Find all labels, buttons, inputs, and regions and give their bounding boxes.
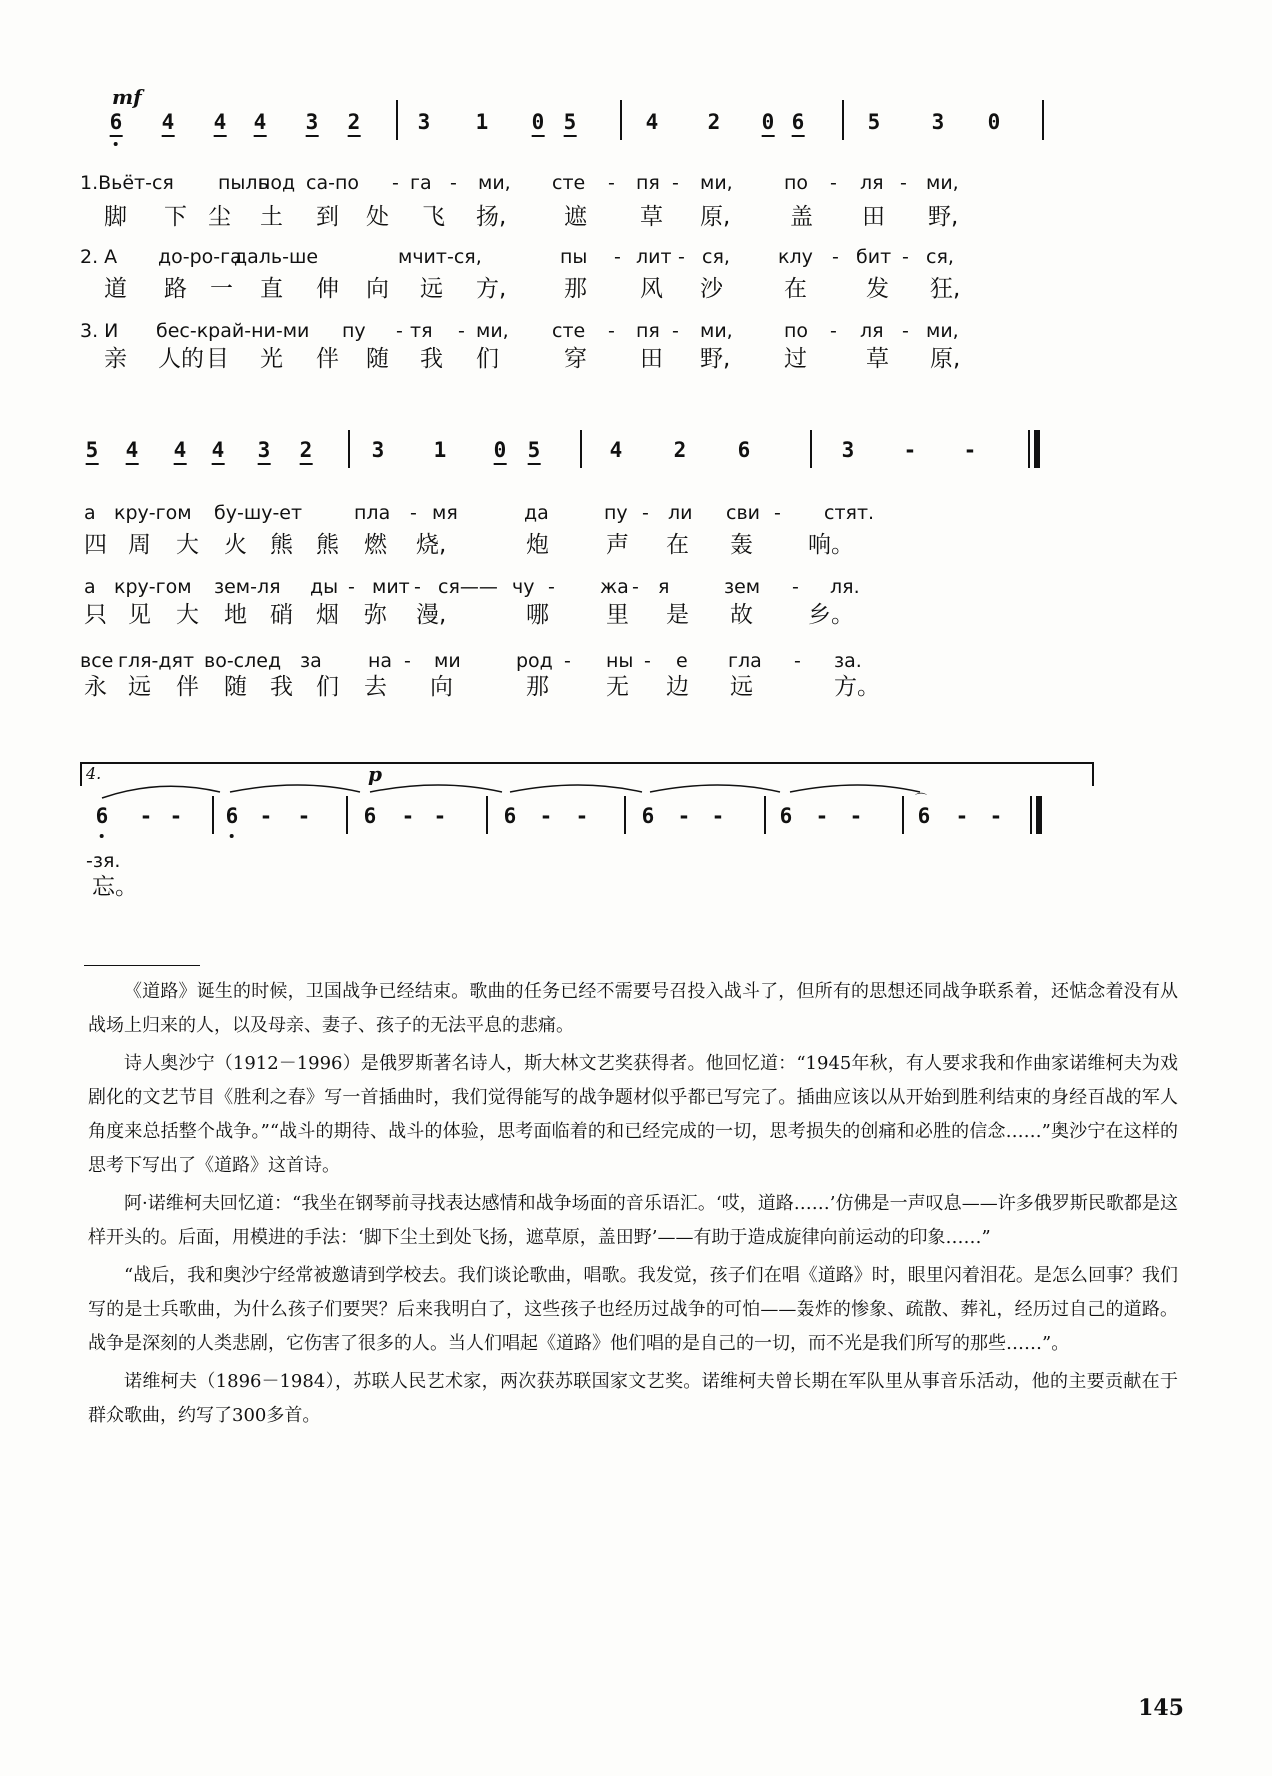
note: 3: [417, 110, 431, 134]
lyric-syllable: 在: [784, 276, 807, 302]
paragraph: “战后，我和奥沙宁经常被邀请到学校去。我们谈论歌曲，唱歌。我发觉，孩子们在唱《道路》时，眼里闪着泪花。是怎么回事？我们写的是士兵歌曲，为什么孩子们要哭？后来我明白了，这些孩子也经历过战争的可怕——轰炸的惨象、疏散、葬礼，经历过自己的道路。战争是深刻的人类悲剧，它伤害了很多的人。当人们唱起《道路》他们唱的是自己的一切，而不光是我们所写的那些……”。: [88, 1265, 1178, 1354]
lyric-syllable: под: [258, 172, 296, 194]
lyric-syllable: 扬,: [476, 204, 507, 230]
lyric-syllable: 里: [606, 602, 629, 628]
note: 5: [528, 440, 541, 465]
lyric-syllable: -: [678, 246, 685, 268]
note: -: [297, 804, 311, 828]
lyric-syllable: мит: [372, 576, 410, 598]
lyric-syllable: пу: [342, 320, 366, 342]
lyric-syllable: на: [368, 650, 393, 672]
lyric-syllable: ми,: [700, 320, 733, 342]
lyric-syllable: 道: [104, 276, 127, 302]
lyric-syllable: -: [774, 502, 781, 524]
lyric-syllable: 过: [784, 346, 807, 372]
lyric-syllable: 轰: [730, 532, 753, 558]
lyric-syllable: 四: [84, 532, 107, 558]
note: 5: [564, 112, 577, 137]
lyric-syllable: 向: [366, 276, 389, 302]
lyric-syllable: гла: [728, 650, 762, 672]
lyric-syllable: чу: [512, 576, 535, 598]
lyric-syllable: сте: [552, 320, 586, 342]
note: 4: [126, 440, 139, 465]
lyric-syllable: -: [396, 320, 403, 342]
lyric-syllable: 硝: [270, 602, 293, 628]
note: 0: [762, 112, 775, 137]
note: 2: [348, 112, 361, 137]
lyric-syllable: 随: [224, 674, 247, 700]
lyric-syllable: сте: [552, 172, 586, 194]
lyric-syllable: 边: [666, 674, 689, 700]
lyric-syllable: 漫,: [416, 602, 447, 628]
lyric-syllable: я: [658, 576, 670, 598]
barline: [842, 100, 844, 140]
lyric-syllable: 下: [164, 204, 187, 230]
note: -: [989, 804, 1003, 828]
lyric-syllable: 永: [84, 674, 107, 700]
note: 1: [475, 110, 489, 134]
lyric-syllable: жа: [600, 576, 629, 598]
lyric-syllable: 草: [866, 346, 889, 372]
barline: [1028, 430, 1030, 468]
note: -: [849, 804, 863, 828]
lyric-syllable: пыль: [218, 172, 269, 194]
lyric-syllable: 方,: [476, 276, 507, 302]
lyric-syllable: -: [794, 650, 801, 672]
note: 6: [95, 804, 109, 828]
lyric-syllable: пя: [636, 172, 660, 194]
lyric-syllable: ды: [310, 576, 339, 598]
lyric-syllable: са-по: [306, 172, 359, 194]
lyric-syllable: -: [564, 650, 571, 672]
paragraph: 阿·诺维柯夫回忆道：“我坐在钢琴前寻找表达感情和战争场面的音乐语汇。‘哎，道路……’仿佛是一声叹息——许多俄罗斯民歌都是这样开头的。后面，用模进的手法：‘脚下尘土到处飞扬，遮草原，盖田野’——有助于造成旋律向前运动的印象……”: [88, 1193, 1178, 1248]
lyric-syllable: 是: [666, 602, 689, 628]
lyric-syllable: ля: [860, 320, 884, 342]
fermata-icon: ⌒: [915, 792, 928, 806]
note: 1: [433, 438, 447, 462]
lyric-syllable: 狂,: [930, 276, 961, 302]
lyric-syllable: 亲: [104, 346, 127, 372]
lyric-syllable: лит: [636, 246, 672, 268]
lyric-syllable: а: [84, 502, 96, 524]
lyric-syllable: 那: [526, 674, 549, 700]
lyric-syllable: 土: [260, 204, 283, 230]
note: 0: [532, 112, 545, 137]
barline: [346, 796, 348, 834]
dynamic-p: p: [368, 762, 382, 786]
lyric-syllable: -: [832, 246, 839, 268]
lyric-syllable: -: [830, 320, 837, 342]
note: -: [677, 804, 691, 828]
lyric-syllable: 大: [176, 602, 199, 628]
lyric-syllable: мя: [432, 502, 458, 524]
lyric-syllable: за: [300, 650, 322, 672]
lyric-syllable: 远: [128, 674, 151, 700]
lyric-syllable: 处: [366, 204, 389, 230]
lyric-syllable: га: [410, 172, 432, 194]
lyric-syllable: 尘: [208, 204, 231, 230]
lyric-syllable: 伴: [176, 674, 199, 700]
lyric-syllable: -: [902, 246, 909, 268]
paragraph: 《道路》诞生的时候，卫国战争已经结束。歌曲的任务已经不需要号召投入战斗了，但所有的思想还同战争联系着，还惦念着没有从战场上归来的人，以及母亲、妻子、孩子的无法平息的悲痛。: [88, 981, 1178, 1036]
lyric-syllable: зем: [724, 576, 761, 598]
lyric-syllable: 原,: [700, 204, 731, 230]
lyric-syllable: -: [410, 502, 417, 524]
lyric-syllable: -: [614, 246, 621, 268]
lyric-syllable: мчит-ся,: [398, 246, 482, 268]
lyric-syllable: -: [792, 576, 799, 598]
lyric-syllable: 原,: [930, 346, 961, 372]
page-number: 145: [1138, 1695, 1184, 1721]
lyric-syllable: 哪: [526, 602, 549, 628]
lyric-syllable: 炮: [526, 532, 549, 558]
note: 4: [254, 112, 267, 137]
lyric-syllable: 在: [666, 532, 689, 558]
lyric-syllable: -: [608, 172, 615, 194]
lyric-syllable: 遮: [564, 204, 587, 230]
lyric-syllable: бес-край-ни-ми: [156, 320, 310, 342]
note: 5: [86, 440, 99, 465]
lyric-syllable: ся,: [702, 246, 730, 268]
lyric-syllable: -: [608, 320, 615, 342]
lyric-syllable: да: [524, 502, 549, 524]
lyric-syllable: 到: [316, 204, 339, 230]
lyric-syllable: все: [80, 650, 114, 672]
lyric-syllable: 地: [224, 602, 247, 628]
lyric-syllable: по: [784, 172, 809, 194]
lyric-syllable: во-след: [204, 650, 282, 672]
final-barline: [1036, 796, 1042, 834]
note: 4: [645, 110, 659, 134]
lyric-syllable: даль-ше: [234, 246, 319, 268]
lyric-syllable: -: [414, 576, 421, 598]
lyric-syllable: 无: [606, 674, 629, 700]
lyric-syllable: 方。: [834, 674, 880, 700]
barline: [348, 430, 350, 468]
note: 3: [371, 438, 385, 462]
note: 4: [212, 440, 225, 465]
lyric-syllable: сви: [726, 502, 760, 524]
lyric-syllable: 3. И: [80, 320, 119, 342]
barline: [902, 796, 904, 834]
note: 6: [917, 804, 931, 828]
lyric-syllable: ми,: [926, 172, 959, 194]
lyric-syllable: 1.Вьёт-ся: [80, 172, 174, 194]
lyric-syllable: 一: [210, 276, 233, 302]
lyric-syllable: по: [784, 320, 809, 342]
lyric-syllable: 见: [128, 602, 151, 628]
commentary-text: [88, 975, 1178, 1437]
lyric-syllable: 熊: [316, 532, 339, 558]
lyric-syllable: бит: [856, 246, 892, 268]
note: 6: [503, 804, 517, 828]
note: 4: [162, 112, 175, 137]
lyric-syllable: бу-шу-ет: [214, 502, 303, 524]
lyric-syllable: 人的: [158, 346, 204, 372]
lyric-syllable: 飞: [422, 204, 445, 230]
lyric-syllable: 熊: [270, 532, 293, 558]
dynamic-mf: mf: [112, 85, 142, 109]
note: 4: [174, 440, 187, 465]
volta-label: 4.: [86, 764, 102, 783]
note: -: [259, 804, 273, 828]
note: -: [539, 804, 553, 828]
lyric-syllable: 们: [476, 346, 499, 372]
note: -: [903, 438, 917, 462]
note: 4: [214, 112, 227, 137]
lyric-syllable: 沙: [700, 276, 723, 302]
lyric-syllable: пла: [354, 502, 391, 524]
lyric-syllable: -: [900, 172, 907, 194]
barline: [620, 100, 622, 140]
lyric-syllable: а: [84, 576, 96, 598]
lyric-syllable: -: [458, 320, 465, 342]
lyric-syllable: 故: [730, 602, 753, 628]
lyric-syllable: -: [830, 172, 837, 194]
lyric-syllable: 响。: [808, 532, 854, 558]
lyric-syllable: 随: [366, 346, 389, 372]
lyric-syllable: -: [902, 320, 909, 342]
paragraph: 诺维柯夫（1896－1984），苏联人民艺术家，两次获苏联国家文艺奖。诺维柯夫曾长期在军队里从事音乐活动，他的主要贡献在于群众歌曲，约写了300多首。: [88, 1371, 1178, 1426]
note: -: [815, 804, 829, 828]
note: 4: [609, 438, 623, 462]
lyric-syllable: 野,: [928, 204, 959, 230]
note: 6: [641, 804, 655, 828]
lyric-syllable: -: [642, 502, 649, 524]
lyric-syllable: -: [672, 172, 679, 194]
barline: [624, 796, 626, 834]
lyric-syllable: -: [348, 576, 355, 598]
barline: [810, 430, 812, 468]
lyric-syllable: 田: [640, 346, 663, 372]
note: -: [139, 804, 153, 828]
lyric-syllable: пя: [636, 320, 660, 342]
lyric-syllable: -: [644, 650, 651, 672]
lyric-syllable: 弥: [364, 602, 387, 628]
lyric-syllable: 去: [364, 674, 387, 700]
lyric-syllable: 乡。: [808, 602, 854, 628]
lyric-syllable: 风: [640, 276, 663, 302]
lyric-syllable: 2. А: [80, 246, 118, 268]
lyric-syllable: род: [516, 650, 553, 672]
barline: [580, 430, 582, 468]
barline: [1042, 100, 1044, 140]
lyric-syllable: 大: [176, 532, 199, 558]
note: -: [169, 804, 183, 828]
lyric-syllable: 向: [430, 674, 453, 700]
note: 3: [841, 438, 855, 462]
note: 6: [225, 804, 239, 828]
lyric-syllable: 伴: [316, 346, 339, 372]
lyric-syllable: 目: [206, 346, 229, 372]
lyric-syllable: зем-ля: [214, 576, 281, 598]
lyric-syllable: 声: [606, 532, 629, 558]
lyric-syllable: е: [676, 650, 688, 672]
lyric-syllable: за.: [834, 650, 862, 672]
lyric-syllable: -: [404, 650, 411, 672]
lyric-syllable: 我: [420, 346, 443, 372]
lyric-syllable: до-ро-га: [158, 246, 242, 268]
note: 0: [494, 440, 507, 465]
note: 6: [792, 112, 805, 137]
note: -: [575, 804, 589, 828]
tie-arcs: [90, 774, 1050, 804]
barline: [396, 100, 398, 140]
lyric-syllable: 忘。: [92, 874, 138, 900]
barline: [212, 796, 214, 834]
lyric-syllable: 火: [224, 532, 247, 558]
lyric-syllable: ля.: [830, 576, 860, 598]
lyric-syllable: 盖: [790, 204, 813, 230]
lyric-syllable: ся——: [438, 576, 498, 598]
note: 6: [779, 804, 793, 828]
lyric-syllable: 们: [316, 674, 339, 700]
note: 5: [867, 110, 881, 134]
lyric-syllable: 光: [260, 346, 283, 372]
lyric-syllable: пы: [560, 246, 588, 268]
note: 6: [737, 438, 751, 462]
footnote-rule: [84, 965, 200, 966]
note: 3: [306, 112, 319, 137]
lyric-syllable: 烟: [316, 602, 339, 628]
note: 6: [363, 804, 377, 828]
lyric-syllable: 田: [862, 204, 885, 230]
note: 3: [258, 440, 271, 465]
note: 0: [987, 110, 1001, 134]
lyric-syllable: 只: [84, 602, 107, 628]
lyric-syllable: клу: [778, 246, 813, 268]
lyric-syllable: ми,: [478, 172, 511, 194]
lyric-syllable: 烧,: [416, 532, 447, 558]
lyric-syllable: гля-дят: [118, 650, 195, 672]
lyric-syllable: ны: [606, 650, 634, 672]
note: -: [955, 804, 969, 828]
lyric-syllable: ми,: [700, 172, 733, 194]
lyric-syllable: 伸: [316, 276, 339, 302]
lyric-syllable: пу: [604, 502, 628, 524]
lyric-syllable: 远: [420, 276, 443, 302]
paragraph: 诗人奥沙宁（1912－1996）是俄罗斯著名诗人，斯大林文艺奖获得者。他回忆道：“1945年秋，有人要求我和作曲家诺维柯夫为戏剧化的文艺节目《胜利之春》写一首插曲时，我们觉得能写的战争题材似乎都已写完了。插曲应该以从开始到胜利结束的身经百战的军人角度来总括整个战争。”“战斗的期待、战斗的体验，思考面临着的和已经完成的一切，思考损失的创痛和必胜的信念……”奥沙宁在这样的思考下写出了《道路》这首诗。: [88, 1053, 1178, 1176]
barline: [764, 796, 766, 834]
final-barline: [1034, 430, 1040, 468]
note: -: [963, 438, 977, 462]
note: 6: [110, 112, 123, 137]
lyric-syllable: -: [548, 576, 555, 598]
lyric-syllable: стят.: [824, 502, 875, 524]
lyric-syllable: ся,: [926, 246, 954, 268]
lyric-syllable: 发: [866, 276, 889, 302]
lyric-syllable: -: [450, 172, 457, 194]
lyric-syllable: ми,: [476, 320, 509, 342]
lyric-syllable: -зя.: [86, 850, 121, 872]
lyric-syllable: 草: [640, 204, 663, 230]
lyric-syllable: ля: [860, 172, 884, 194]
lyric-syllable: 那: [564, 276, 587, 302]
lyric-syllable: 路: [164, 276, 187, 302]
note: 3: [931, 110, 945, 134]
lyric-syllable: 我: [270, 674, 293, 700]
lyric-syllable: кру-гом: [114, 576, 192, 598]
barline: [486, 796, 488, 834]
note: 2: [707, 110, 721, 134]
lyric-syllable: 燃: [364, 532, 387, 558]
lyric-syllable: 周: [128, 532, 151, 558]
note: 2: [300, 440, 313, 465]
lyric-syllable: ли: [668, 502, 693, 524]
barline: [1030, 796, 1032, 834]
lyric-syllable: кру-гом: [114, 502, 192, 524]
lyric-syllable: ми,: [926, 320, 959, 342]
note: -: [433, 804, 447, 828]
lyric-syllable: -: [392, 172, 399, 194]
lyric-syllable: 脚: [104, 204, 127, 230]
lyric-syllable: ми: [434, 650, 461, 672]
note: -: [711, 804, 725, 828]
note: -: [401, 804, 415, 828]
lyric-syllable: -: [632, 576, 639, 598]
lyric-syllable: 远: [730, 674, 753, 700]
lyric-syllable: тя: [410, 320, 433, 342]
lyric-syllable: 直: [260, 276, 283, 302]
lyric-syllable: -: [672, 320, 679, 342]
lyric-syllable: 野,: [700, 346, 731, 372]
note: 2: [673, 438, 687, 462]
lyric-syllable: 穿: [564, 346, 587, 372]
